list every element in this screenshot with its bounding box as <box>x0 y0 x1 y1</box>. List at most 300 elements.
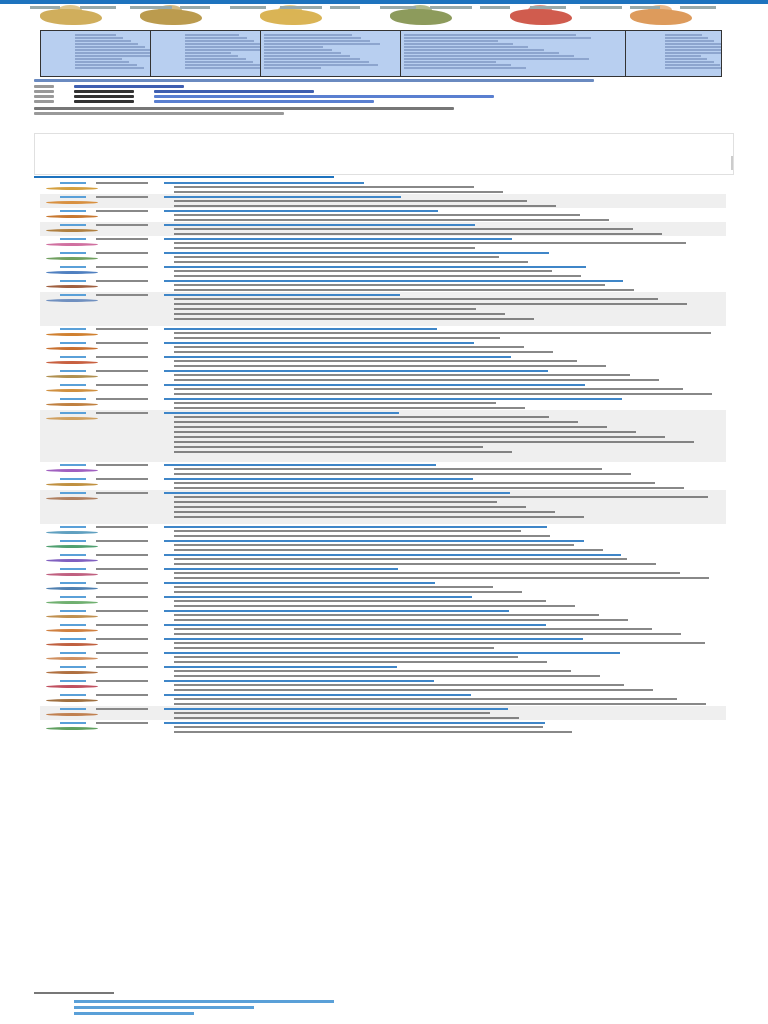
stats-cell <box>75 34 116 36</box>
move-link[interactable] <box>60 610 86 612</box>
move-description-line <box>174 482 655 484</box>
tab-underline <box>34 176 334 178</box>
move-link[interactable] <box>60 666 86 668</box>
move-level <box>96 294 148 296</box>
stats-cell <box>185 49 261 51</box>
move-level <box>96 554 148 556</box>
banner-caption <box>130 6 172 9</box>
pokemon-icon <box>46 361 98 364</box>
move-level <box>96 652 148 654</box>
move-level <box>96 280 148 282</box>
move-description-line <box>174 726 543 728</box>
move-row <box>40 490 726 524</box>
info-line <box>34 112 284 115</box>
move-description-line <box>174 421 578 423</box>
pokemon-icon <box>46 531 98 534</box>
move-description-line <box>174 661 547 663</box>
move-level <box>96 624 148 626</box>
move-description-line <box>174 261 528 263</box>
move-link[interactable] <box>60 526 86 528</box>
move-description-line <box>174 675 600 677</box>
pokemon-icon <box>46 713 98 716</box>
stats-cell <box>75 46 145 48</box>
info-line <box>154 95 494 98</box>
banner-caption <box>630 6 660 9</box>
stats-cell <box>404 37 591 39</box>
move-name-link[interactable] <box>164 568 398 570</box>
pokemon-icon <box>46 347 98 350</box>
stats-cell <box>264 43 380 45</box>
pokemon-icon <box>46 417 98 420</box>
move-description-line <box>174 535 550 537</box>
move-link[interactable] <box>60 398 86 400</box>
pokemon-icon <box>46 389 98 392</box>
move-link[interactable] <box>60 238 86 240</box>
move-level <box>96 708 148 710</box>
stats-cell <box>665 49 721 51</box>
move-name-link[interactable] <box>164 328 437 330</box>
move-row <box>40 608 726 622</box>
move-name-link[interactable] <box>164 196 401 198</box>
move-description-line <box>174 473 631 475</box>
stats-cell <box>185 67 261 69</box>
move-description-line <box>174 712 490 714</box>
move-row <box>40 552 726 566</box>
move-name-link[interactable] <box>164 182 364 184</box>
move-link[interactable] <box>60 652 86 654</box>
pokemon-icon <box>46 559 98 562</box>
move-description-line <box>174 416 549 418</box>
move-description-line <box>174 303 687 305</box>
move-description-line <box>174 600 546 602</box>
info-line <box>34 85 54 88</box>
banner-caption <box>430 6 472 9</box>
move-description-line <box>174 426 607 428</box>
move-description-line <box>174 614 599 616</box>
pokemon-icon <box>46 271 98 274</box>
move-row <box>40 180 726 194</box>
move-link[interactable] <box>60 596 86 598</box>
banner-caption <box>530 6 566 9</box>
move-row <box>40 580 726 594</box>
info-area <box>34 79 734 119</box>
info-line <box>154 90 314 93</box>
move-name-link[interactable] <box>164 624 546 626</box>
pokemon-icon <box>46 403 98 406</box>
stats-cell <box>185 46 261 48</box>
stats-cell <box>185 55 239 57</box>
stats-cell <box>185 61 253 63</box>
move-name-link[interactable] <box>164 722 545 724</box>
move-level <box>96 252 148 254</box>
move-row <box>40 208 726 222</box>
move-description-line <box>174 451 512 453</box>
stats-cell <box>404 61 496 63</box>
move-description-line <box>174 393 712 395</box>
move-row <box>40 250 726 264</box>
pokemon-icon <box>46 601 98 604</box>
move-level <box>96 342 148 344</box>
move-link[interactable] <box>60 294 86 296</box>
move-link[interactable] <box>60 568 86 570</box>
move-name-link[interactable] <box>164 210 438 212</box>
footer-link-2[interactable] <box>74 1006 254 1009</box>
move-row <box>40 410 726 462</box>
move-level <box>96 412 148 414</box>
move-level <box>96 638 148 640</box>
stats-cell <box>404 46 528 48</box>
stats-cell <box>75 61 130 63</box>
stats-cell <box>75 49 151 51</box>
move-name-link[interactable] <box>164 694 471 696</box>
move-description-line <box>174 270 552 272</box>
move-name-link[interactable] <box>164 252 549 254</box>
stats-col-5 <box>626 31 721 76</box>
move-link[interactable] <box>60 540 86 542</box>
move-description-line <box>174 228 633 230</box>
move-link[interactable] <box>60 342 86 344</box>
move-name-link[interactable] <box>164 492 510 494</box>
move-level <box>96 182 148 184</box>
move-description-line <box>174 506 526 508</box>
move-level <box>96 596 148 598</box>
pokemon-icon <box>46 469 98 472</box>
move-name-link[interactable] <box>164 224 475 226</box>
stats-cell <box>185 52 231 54</box>
move-name-link[interactable] <box>164 680 434 682</box>
info-line <box>34 79 594 82</box>
move-link[interactable] <box>60 280 86 282</box>
move-list <box>40 180 726 734</box>
move-description-line <box>174 360 577 362</box>
move-description-line <box>174 703 706 705</box>
pokemon-icon <box>46 643 98 646</box>
move-description-line <box>174 374 630 376</box>
move-row <box>40 664 726 678</box>
banner-caption <box>480 6 510 9</box>
move-row <box>40 340 726 354</box>
move-level <box>96 356 148 358</box>
move-description-line <box>174 591 522 593</box>
banner-caption <box>680 6 716 9</box>
move-description-line <box>174 308 476 310</box>
stats-cell <box>264 37 361 39</box>
move-row <box>40 706 726 720</box>
move-link[interactable] <box>60 266 86 268</box>
move-description-line <box>174 318 534 320</box>
move-description-line <box>174 628 652 630</box>
comment-textarea[interactable] <box>34 133 734 175</box>
move-link[interactable] <box>60 708 86 710</box>
move-description-line <box>174 642 705 644</box>
move-name-link[interactable] <box>164 638 583 640</box>
move-row <box>40 396 726 410</box>
move-link[interactable] <box>60 356 86 358</box>
move-description-line <box>174 496 708 498</box>
stats-table <box>40 30 722 77</box>
move-link[interactable] <box>60 182 86 184</box>
move-description-line <box>174 351 553 353</box>
footer-heading <box>34 992 114 994</box>
pokemon-icon <box>46 229 98 232</box>
move-description-line <box>174 572 680 574</box>
move-name-link[interactable] <box>164 596 472 598</box>
move-row <box>40 462 726 476</box>
move-description-line <box>174 275 581 277</box>
move-link[interactable] <box>60 478 86 480</box>
pokemon-icon <box>46 375 98 378</box>
footer-link-1[interactable] <box>74 1000 334 1003</box>
stats-cell <box>665 58 708 60</box>
move-description-line <box>174 501 497 503</box>
move-row <box>40 594 726 608</box>
pokemon-icon <box>46 573 98 576</box>
sprite-2-icon <box>140 9 202 25</box>
move-description-line <box>174 698 677 700</box>
move-name-link[interactable] <box>164 464 436 466</box>
move-description-line <box>174 605 575 607</box>
move-row <box>40 368 726 382</box>
move-name-link[interactable] <box>164 708 508 710</box>
move-level <box>96 210 148 212</box>
move-name-link[interactable] <box>164 370 548 372</box>
info-line <box>34 90 54 93</box>
pokemon-icon <box>46 545 98 548</box>
stats-col-4 <box>401 31 626 76</box>
move-name-link[interactable] <box>164 384 585 386</box>
textarea-scrollbar[interactable] <box>731 156 733 170</box>
stats-cell <box>264 67 321 69</box>
stats-cell <box>665 46 721 48</box>
move-description-line <box>174 544 574 546</box>
footer-link-3[interactable] <box>74 1012 194 1015</box>
stats-cell <box>404 64 511 66</box>
stats-cell <box>264 64 378 66</box>
move-description-line <box>174 402 496 404</box>
move-description-line <box>174 431 636 433</box>
move-link[interactable] <box>60 680 86 682</box>
move-level <box>96 610 148 612</box>
move-description-line <box>174 200 527 202</box>
stats-col-2 <box>151 31 261 76</box>
stats-cell <box>185 37 247 39</box>
pokemon-icon <box>46 285 98 288</box>
move-level <box>96 238 148 240</box>
move-description-line <box>174 684 624 686</box>
sprite-3-icon <box>260 9 322 25</box>
move-name-link[interactable] <box>164 342 474 344</box>
stats-cell <box>264 49 332 51</box>
stats-cell <box>185 64 260 66</box>
move-level <box>96 478 148 480</box>
sprite-6-icon <box>630 9 692 25</box>
move-row <box>40 650 726 664</box>
stats-cell <box>404 52 559 54</box>
stats-cell <box>75 67 144 69</box>
stats-col-1 <box>41 31 151 76</box>
move-description-line <box>174 619 628 621</box>
move-link[interactable] <box>60 492 86 494</box>
stats-cell <box>185 43 261 45</box>
move-link[interactable] <box>60 638 86 640</box>
stats-cell <box>264 46 323 48</box>
pokemon-icon <box>46 685 98 688</box>
move-row <box>40 292 726 326</box>
move-description-line <box>174 647 494 649</box>
move-name-link[interactable] <box>164 238 512 240</box>
move-description-line <box>174 656 518 658</box>
move-name-link[interactable] <box>164 540 584 542</box>
move-name-link[interactable] <box>164 266 586 268</box>
move-description-line <box>174 468 602 470</box>
move-description-line <box>174 436 665 438</box>
move-description-line <box>174 219 609 221</box>
stats-cell <box>75 52 151 54</box>
move-row <box>40 720 726 734</box>
pokemon-icon <box>46 587 98 590</box>
move-description-line <box>174 511 555 513</box>
move-row <box>40 326 726 340</box>
move-level <box>96 266 148 268</box>
move-description-line <box>174 558 627 560</box>
move-name-link[interactable] <box>164 582 435 584</box>
info-line <box>74 100 134 103</box>
move-name-link[interactable] <box>164 554 621 556</box>
info-line <box>34 95 54 98</box>
move-description-line <box>174 388 683 390</box>
banner-caption <box>580 6 622 9</box>
move-description-line <box>174 549 603 551</box>
move-description-line <box>174 586 493 588</box>
move-link[interactable] <box>60 252 86 254</box>
move-name-link[interactable] <box>164 280 623 282</box>
move-row <box>40 236 726 250</box>
info-line <box>74 85 184 88</box>
move-description-line <box>174 313 505 315</box>
pokemon-icon <box>46 257 98 260</box>
move-name-link[interactable] <box>164 294 400 296</box>
pokemon-icon <box>46 699 98 702</box>
move-link[interactable] <box>60 554 86 556</box>
banner-caption <box>380 6 416 9</box>
pokemon-icon <box>46 299 98 302</box>
pokemon-icon <box>46 243 98 246</box>
info-line <box>34 100 54 103</box>
move-name-link[interactable] <box>164 666 397 668</box>
move-row <box>40 278 726 292</box>
move-name-link[interactable] <box>164 478 473 480</box>
stats-col-3 <box>261 31 401 76</box>
stats-cell <box>665 37 709 39</box>
info-line <box>34 107 454 110</box>
move-level <box>96 492 148 494</box>
stats-cell <box>404 40 498 42</box>
move-description-line <box>174 731 572 733</box>
move-link[interactable] <box>60 582 86 584</box>
stats-cell <box>75 37 123 39</box>
move-link[interactable] <box>60 722 86 724</box>
move-description-line <box>174 298 658 300</box>
stats-cell <box>665 52 721 54</box>
stats-cell <box>75 58 122 60</box>
stats-cell <box>665 67 721 69</box>
move-row <box>40 538 726 552</box>
move-level <box>96 582 148 584</box>
pokemon-banner <box>30 5 768 30</box>
stats-cell <box>185 34 240 36</box>
stats-cell <box>404 58 589 60</box>
pokemon-icon <box>46 671 98 674</box>
move-link[interactable] <box>60 328 86 330</box>
stats-cell <box>264 34 352 36</box>
move-link[interactable] <box>60 624 86 626</box>
move-link[interactable] <box>60 384 86 386</box>
move-description-line <box>174 256 499 258</box>
pokemon-icon <box>46 615 98 618</box>
move-link[interactable] <box>60 694 86 696</box>
move-description-line <box>174 689 653 691</box>
stats-cell <box>404 43 513 45</box>
move-description-line <box>174 670 571 672</box>
move-row <box>40 222 726 236</box>
move-name-link[interactable] <box>164 526 547 528</box>
info-line <box>154 100 374 103</box>
move-name-link[interactable] <box>164 398 622 400</box>
move-link[interactable] <box>60 370 86 372</box>
move-name-link[interactable] <box>164 610 509 612</box>
move-name-link[interactable] <box>164 652 620 654</box>
stats-cell <box>665 40 715 42</box>
move-row <box>40 264 726 278</box>
move-name-link[interactable] <box>164 412 399 414</box>
move-row <box>40 692 726 706</box>
move-description-line <box>174 717 519 719</box>
move-link[interactable] <box>60 412 86 414</box>
move-level <box>96 526 148 528</box>
move-level <box>96 328 148 330</box>
move-link[interactable] <box>60 224 86 226</box>
move-description-line <box>174 337 500 339</box>
move-level <box>96 568 148 570</box>
move-level <box>96 384 148 386</box>
move-level <box>96 196 148 198</box>
move-link[interactable] <box>60 196 86 198</box>
move-description-line <box>174 191 503 193</box>
stats-cell <box>264 55 350 57</box>
move-description-line <box>174 563 656 565</box>
move-row <box>40 622 726 636</box>
pokemon-icon <box>46 727 98 730</box>
move-link[interactable] <box>60 464 86 466</box>
banner-caption <box>230 6 266 9</box>
move-description-line <box>174 633 681 635</box>
move-description-line <box>174 289 634 291</box>
sprite-4-icon <box>390 9 452 25</box>
move-description-line <box>174 516 584 518</box>
move-link[interactable] <box>60 210 86 212</box>
stats-cell <box>665 64 720 66</box>
move-description-line <box>174 346 524 348</box>
move-name-link[interactable] <box>164 356 511 358</box>
sprite-5-icon <box>510 9 572 25</box>
top-accent-bar <box>0 0 768 4</box>
banner-caption <box>280 6 322 9</box>
sprite-1-icon <box>40 9 102 25</box>
move-level <box>96 680 148 682</box>
move-row <box>40 524 726 538</box>
info-line <box>74 90 134 93</box>
pokemon-icon <box>46 497 98 500</box>
